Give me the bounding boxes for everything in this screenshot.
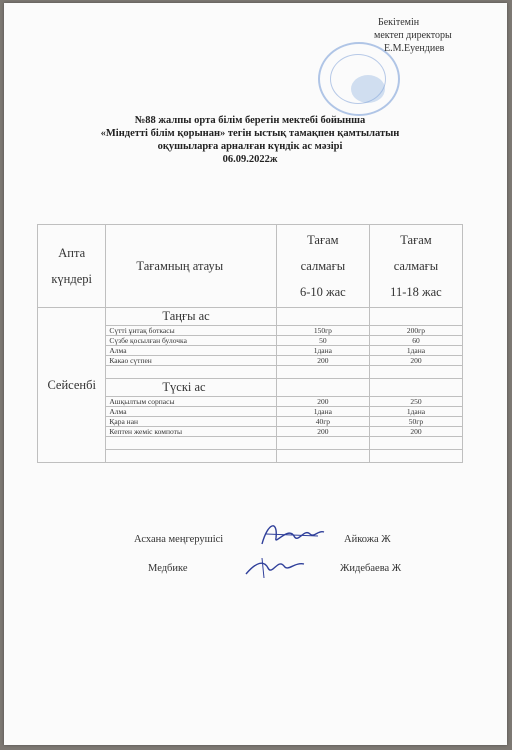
approval-line3: Е.М.Еуендиев [384,43,445,54]
lunch-title: Түскі ас [106,379,276,397]
header-day: Апта күндері [38,225,106,308]
breakfast-title: Таңғы ас [106,308,276,326]
menu-table [37,224,463,463]
table-row: Какао сүтпен 200 200 [38,356,463,366]
approval-block [374,16,494,55]
table-row: Ашқылтым сорпасы 200 250 [38,397,463,407]
table-row: Алма 1дана 1дана [38,346,463,356]
table-row: Алма 1дана 1дана [38,407,463,417]
chef-name: Айкожа Ж [344,534,391,545]
document-heading [60,114,440,166]
nurse-signature [242,552,308,584]
table-row: Қара нан 40гр 50гр [38,417,463,427]
breakfast-section [38,308,463,326]
chef-title: Асхана меңгерушісі [134,534,224,545]
table-row: Сүзбе қосылған булочка 50 60 [38,336,463,346]
header-weight-11-18: Тағам салмағы 11-18 жас [369,225,462,308]
nurse-title: Медбике [148,563,188,574]
nurse-name: Жидебаева Ж [340,563,402,574]
table-row: Кептен жеміс компоты 200 200 [38,427,463,437]
day-cell: Сейсенбі [38,308,106,463]
table-row: Сүтті ұнтақ боткасы 150гр 200гр [38,326,463,336]
heading-date: 06.09.2022ж [222,154,278,165]
approval-line2: мектеп директоры [374,30,452,41]
heading-line3: оқушыларға арналған күндік ас мәзірі [157,141,343,152]
chef-signature [258,516,328,552]
header-dish: Тағамның атауы [106,225,276,308]
header-weight-6-10: Тағам салмағы 6-10 жас [276,225,369,308]
header-row [38,225,463,308]
heading-line2: «Міндетті білім қорынан» тегін ыстық тамақпен қамтылатын [100,128,400,139]
heading-line1: №88 жалпы орта білім беретін мектебі бойынша [134,115,366,126]
approval-line1: Бекітемін [378,17,420,28]
